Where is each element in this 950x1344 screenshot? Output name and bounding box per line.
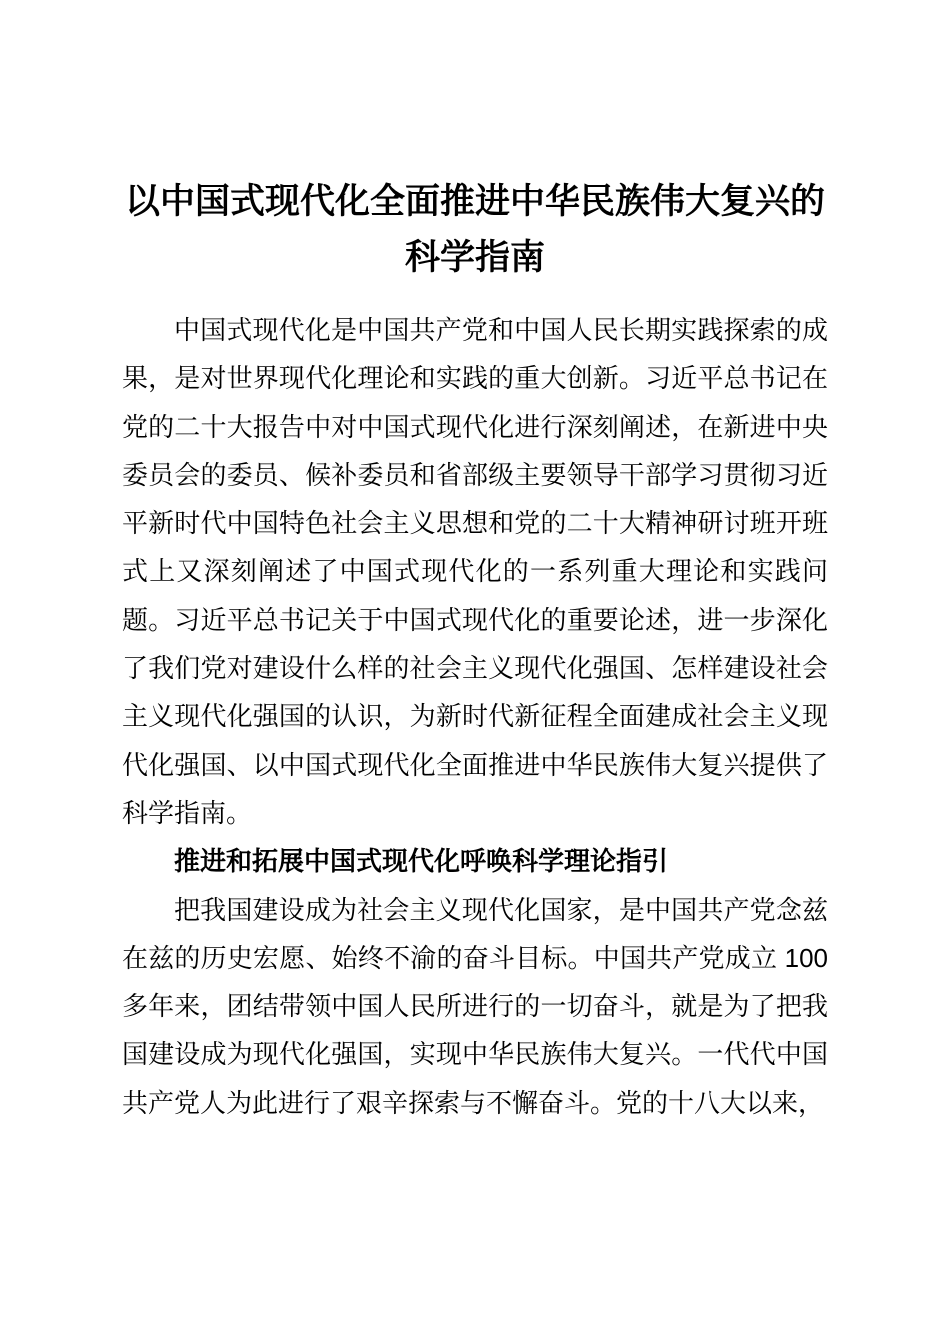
section-subheading: 推进和拓展中国式现代化呼唤科学理论指引 [174, 846, 669, 877]
document-title: 以中国式现代化全面推进中华民族伟大复兴的科学指南 [124, 182, 825, 277]
document-body [122, 306, 828, 1127]
paragraph-body: 把我国建设成为社会主义现代化国家，是中国共产党念兹在兹的历史宏愿、始终不渝的奋斗目标。中国共产党成立 100 多年来，团结带领中国人民所进行的一切奋斗，就是为了把我国建设成为现代化强国，实现中华民族伟大复兴。一代代中国共产党人为此进行了艰辛探索与不懈奋斗。党的十八大以来， [122, 894, 828, 1118]
paragraph-intro: 中国式现代化是中国共产党和中国人民长期实践探索的成果，是对世界现代化理论和实践的重大创新。习近平总书记在党的二十大报告中对中国式现代化进行深刻阐述，在新进中央委员会的委员、候补委员和省部级主要领导干部学习贯彻习近平新时代中国特色社会主义思想和党的二十大精神研讨班开班式上又深刻阐述了中国式现代化的一系列重大理论和实践问题。习近平总书记关于中国式现代化的重要论述，进一步深化了我们党对建设什么样的社会主义现代化强国、怎样建设社会主义现代化强国的认识，为新时代新征程全面建成社会主义现代化强国、以中国式现代化全面推进中华民族伟大复兴提供了科学指南。 [122, 315, 828, 828]
